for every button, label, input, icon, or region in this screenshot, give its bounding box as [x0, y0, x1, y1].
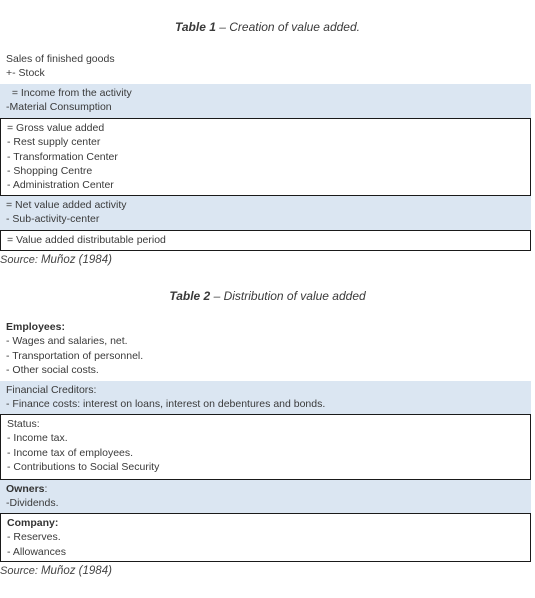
- table2-employees-title: Employees:: [6, 321, 65, 333]
- table2-owners-title: Owners: [6, 483, 45, 495]
- table2-line: Status:: [7, 418, 40, 430]
- table2-line: - Contributions to Social Security: [7, 460, 160, 473]
- table2-line: - Finance costs: interest on loans, interest on debentures and bonds.: [6, 398, 326, 411]
- table1-line: - Shopping Centre: [7, 164, 93, 177]
- table2-line: Financial Creditors:: [6, 384, 97, 396]
- table1-line: -Material Consumption: [6, 101, 112, 114]
- table1-line: - Sub-activity-center: [6, 213, 100, 226]
- table2-source: [0, 565, 112, 577]
- table1-line: = Gross value added: [7, 122, 105, 134]
- table1-block-distributable: [0, 230, 531, 251]
- table2-line: - Income tax of employees.: [7, 446, 134, 459]
- table1-line: - Rest supply center: [7, 136, 101, 149]
- table2-caption: [0, 289, 535, 303]
- table1-caption-number: Table 1: [174, 20, 216, 34]
- table2-source-name: Muñoz (1984): [40, 565, 112, 577]
- table2-block-status: [0, 414, 531, 480]
- table1-line: - Transformation Center: [7, 150, 118, 163]
- table2-owners-title-line: [6, 482, 525, 496]
- table1-line: = Net value added activity: [6, 199, 127, 211]
- table1-block-income: [0, 84, 531, 118]
- table1-source-prefix: Source:: [0, 254, 41, 266]
- table1-block-sales: [0, 50, 531, 84]
- table1-source-name: Muñoz (1984): [40, 254, 112, 266]
- table1-line: - Administration Center: [7, 179, 114, 192]
- table2-block-company: [0, 513, 531, 562]
- table2-source-prefix: Source:: [0, 565, 41, 577]
- table1-line: = Value added distributable period: [7, 234, 166, 246]
- table2-line: - Transportation of personnel.: [6, 349, 144, 362]
- table2-caption-text: – Distribution of value added: [210, 289, 366, 303]
- table2-block-owners: [0, 480, 531, 513]
- table2-line: - Income tax.: [7, 432, 68, 445]
- table2-block-employees: [0, 318, 531, 381]
- table1-line: = Income from the activity: [6, 87, 132, 99]
- table2-line: - Allowances: [7, 545, 66, 558]
- table2-line: - Wages and salaries, net.: [6, 335, 128, 348]
- table2-line: - Other social costs.: [6, 363, 99, 376]
- table2-owners-title-suffix: :: [44, 483, 48, 495]
- table1-source: [0, 254, 112, 266]
- table1-line: +- Stock: [6, 67, 45, 80]
- table2-company-title: Company:: [7, 517, 59, 529]
- table1-caption: [0, 20, 535, 34]
- table1-block-gross: [0, 118, 531, 196]
- table1-caption-text: – Creation of value added.: [215, 20, 360, 34]
- table2: [0, 318, 531, 562]
- table2-line: -Dividends.: [6, 497, 59, 510]
- table2-line: - Reserves.: [7, 531, 61, 544]
- table2-block-financial-creditors: [0, 381, 531, 414]
- table2-caption-number: Table 2: [169, 289, 211, 303]
- table1: [0, 50, 531, 251]
- table1-line: Sales of finished goods: [6, 53, 115, 65]
- table1-block-net: [0, 196, 531, 230]
